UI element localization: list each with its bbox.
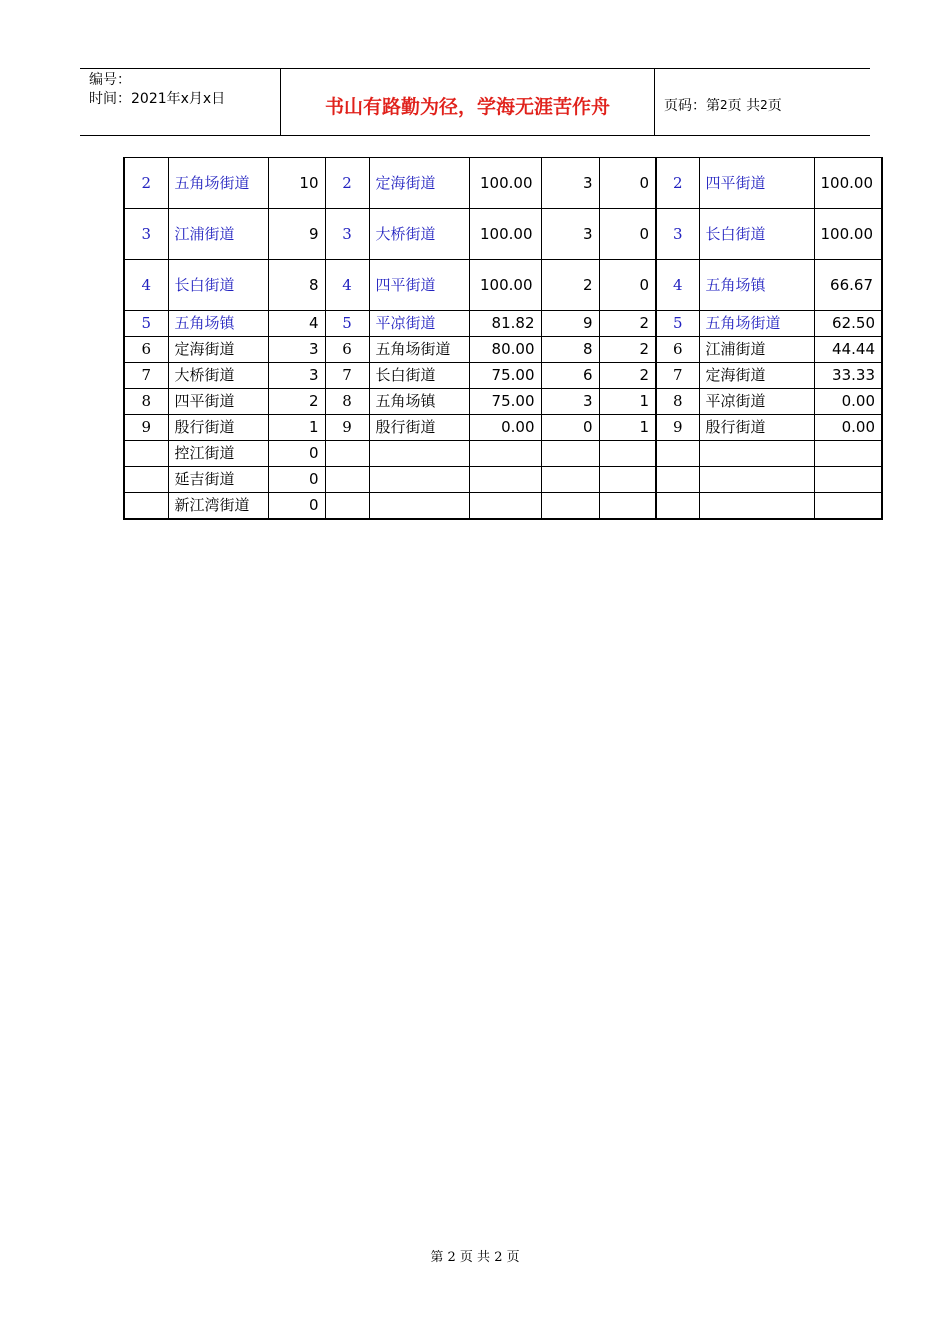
percent-cell: 0.00 <box>469 415 541 441</box>
value-cell: 2 <box>599 311 656 337</box>
page-footer: 第 2 页 共 2 页 <box>430 1250 520 1265</box>
percent-cell: 100.00 <box>469 158 541 209</box>
count-cell: 9 <box>268 209 325 260</box>
district-name-cell: 殷行街道 <box>168 415 268 441</box>
district-name-cell: 定海街道 <box>168 337 268 363</box>
percent-cell: 100.00 <box>814 209 882 260</box>
value-cell: 0 <box>599 209 656 260</box>
table-body <box>124 158 882 520</box>
table-row <box>124 260 882 311</box>
percent-cell: 100.00 <box>469 260 541 311</box>
count-cell: 0 <box>268 493 325 520</box>
rank-cell <box>124 467 168 493</box>
rank-cell: 3 <box>325 209 369 260</box>
page-prefix: 页码：第 <box>664 98 720 114</box>
district-name-cell: 四平街道 <box>369 260 469 311</box>
rank-cell: 5 <box>124 311 168 337</box>
percent-cell <box>469 493 541 520</box>
rank-cell: 4 <box>124 260 168 311</box>
rank-cell <box>656 467 699 493</box>
rank-cell <box>325 441 369 467</box>
table-row <box>124 493 882 520</box>
table-row <box>124 158 882 209</box>
page-header <box>80 68 870 136</box>
district-name-cell <box>699 493 814 520</box>
district-name-cell: 大桥街道 <box>168 363 268 389</box>
page-total: 2 <box>760 98 768 112</box>
table-row <box>124 337 882 363</box>
rank-cell <box>656 493 699 520</box>
district-name-cell: 新江湾街道 <box>168 493 268 520</box>
rank-cell: 4 <box>656 260 699 311</box>
percent-cell: 66.67 <box>814 260 882 311</box>
rank-cell: 7 <box>325 363 369 389</box>
rank-cell: 6 <box>124 337 168 363</box>
page-suffix: 页 <box>767 98 782 114</box>
district-name-cell: 平凉街道 <box>369 311 469 337</box>
percent-cell: 0.00 <box>814 389 882 415</box>
rank-cell: 4 <box>325 260 369 311</box>
count-cell: 10 <box>268 158 325 209</box>
percent-cell <box>469 441 541 467</box>
district-name-cell: 四平街道 <box>699 158 814 209</box>
percent-cell: 100.00 <box>814 158 882 209</box>
percent-cell: 81.82 <box>469 311 541 337</box>
value-cell: 9 <box>541 311 599 337</box>
table-row <box>124 363 882 389</box>
rank-cell: 8 <box>656 389 699 415</box>
page-mid: 页 共 <box>727 98 761 114</box>
header-page-info <box>655 69 870 135</box>
value-cell <box>599 441 656 467</box>
district-name-cell: 四平街道 <box>168 389 268 415</box>
rank-cell: 8 <box>124 389 168 415</box>
district-name-cell: 江浦街道 <box>699 337 814 363</box>
rank-cell: 5 <box>325 311 369 337</box>
percent-cell <box>469 467 541 493</box>
value-cell: 3 <box>541 209 599 260</box>
district-name-cell: 长白街道 <box>369 363 469 389</box>
rank-cell <box>325 493 369 520</box>
district-name-cell: 殷行街道 <box>699 415 814 441</box>
district-name-cell <box>699 441 814 467</box>
value-cell: 0 <box>541 415 599 441</box>
percent-cell: 100.00 <box>469 209 541 260</box>
district-name-cell: 长白街道 <box>168 260 268 311</box>
count-cell: 0 <box>268 441 325 467</box>
rank-cell: 6 <box>656 337 699 363</box>
value-cell <box>541 493 599 520</box>
table-row <box>124 467 882 493</box>
district-name-cell: 五角场街道 <box>699 311 814 337</box>
count-cell: 3 <box>268 363 325 389</box>
header-meta <box>80 69 281 135</box>
district-name-cell: 殷行街道 <box>369 415 469 441</box>
rank-cell: 2 <box>124 158 168 209</box>
value-cell: 8 <box>541 337 599 363</box>
rank-cell: 5 <box>656 311 699 337</box>
table-row <box>124 389 882 415</box>
district-name-cell: 五角场镇 <box>168 311 268 337</box>
rank-cell: 9 <box>325 415 369 441</box>
rank-cell: 7 <box>656 363 699 389</box>
rank-cell: 2 <box>325 158 369 209</box>
percent-cell <box>814 441 882 467</box>
value-cell: 0 <box>599 260 656 311</box>
rank-cell <box>124 493 168 520</box>
district-name-cell: 平凉街道 <box>699 389 814 415</box>
district-name-cell <box>699 467 814 493</box>
percent-cell <box>814 493 882 520</box>
rank-cell: 9 <box>656 415 699 441</box>
percent-cell: 62.50 <box>814 311 882 337</box>
district-name-cell <box>369 493 469 520</box>
value-cell: 3 <box>541 389 599 415</box>
percent-cell <box>814 467 882 493</box>
district-name-cell <box>369 467 469 493</box>
district-name-cell: 五角场镇 <box>369 389 469 415</box>
table-row <box>124 209 882 260</box>
count-cell: 3 <box>268 337 325 363</box>
value-cell: 2 <box>599 363 656 389</box>
rank-cell: 3 <box>124 209 168 260</box>
rank-cell: 9 <box>124 415 168 441</box>
count-cell: 8 <box>268 260 325 311</box>
percent-cell: 33.33 <box>814 363 882 389</box>
district-name-cell: 定海街道 <box>699 363 814 389</box>
district-name-cell: 五角场镇 <box>699 260 814 311</box>
district-name-cell: 五角场街道 <box>168 158 268 209</box>
district-name-cell: 控江街道 <box>168 441 268 467</box>
rank-cell: 2 <box>656 158 699 209</box>
count-cell: 1 <box>268 415 325 441</box>
value-cell <box>599 493 656 520</box>
count-cell: 4 <box>268 311 325 337</box>
ranking-table <box>123 157 883 520</box>
table-row <box>124 441 882 467</box>
value-cell <box>541 441 599 467</box>
district-name-cell: 长白街道 <box>699 209 814 260</box>
value-cell <box>599 467 656 493</box>
rank-cell: 8 <box>325 389 369 415</box>
district-name-cell: 大桥街道 <box>369 209 469 260</box>
rank-cell: 7 <box>124 363 168 389</box>
value-cell: 0 <box>599 158 656 209</box>
percent-cell: 75.00 <box>469 389 541 415</box>
rank-cell <box>656 441 699 467</box>
time-label: 时间：2021年x月x日 <box>89 91 226 107</box>
percent-cell: 0.00 <box>814 415 882 441</box>
value-cell: 1 <box>599 415 656 441</box>
header-motto: 书山有路勤为径，学海无涯苦作舟 <box>281 69 655 135</box>
rank-cell <box>124 441 168 467</box>
district-name-cell: 定海街道 <box>369 158 469 209</box>
value-cell: 3 <box>541 158 599 209</box>
value-cell <box>541 467 599 493</box>
district-name-cell: 江浦街道 <box>168 209 268 260</box>
number-label: 编号： <box>89 72 131 88</box>
count-cell: 2 <box>268 389 325 415</box>
rank-cell <box>325 467 369 493</box>
percent-cell: 80.00 <box>469 337 541 363</box>
rank-cell: 3 <box>656 209 699 260</box>
rank-cell: 6 <box>325 337 369 363</box>
table-row <box>124 311 882 337</box>
district-name-cell <box>369 441 469 467</box>
value-cell: 1 <box>599 389 656 415</box>
district-name-cell: 延吉街道 <box>168 467 268 493</box>
percent-cell: 75.00 <box>469 363 541 389</box>
count-cell: 0 <box>268 467 325 493</box>
table-row <box>124 415 882 441</box>
value-cell: 2 <box>541 260 599 311</box>
value-cell: 2 <box>599 337 656 363</box>
district-name-cell: 五角场街道 <box>369 337 469 363</box>
percent-cell: 44.44 <box>814 337 882 363</box>
page-number: 2 <box>720 98 728 112</box>
value-cell: 6 <box>541 363 599 389</box>
